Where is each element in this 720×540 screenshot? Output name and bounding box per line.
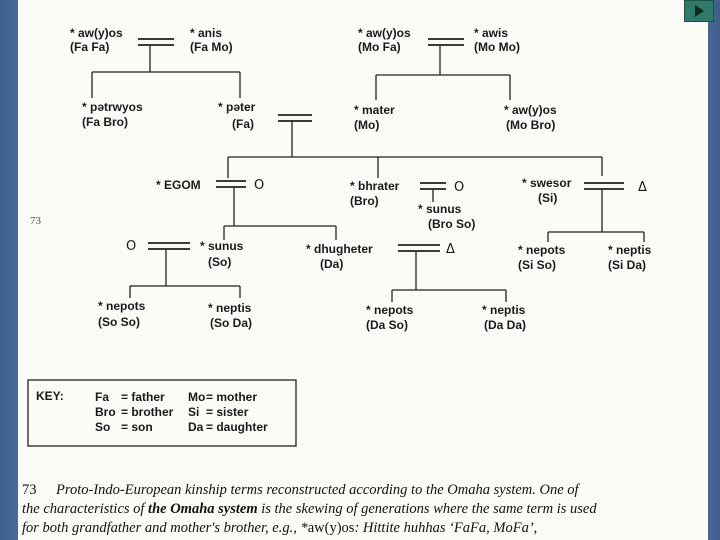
node-soso-gloss: (So So) — [98, 315, 140, 329]
female-symbol: O — [254, 178, 265, 193]
female-symbol: O — [126, 239, 137, 254]
caption-line-3-b: aw(y)os — [307, 520, 355, 536]
node-mo-gloss: (Mo) — [354, 118, 380, 132]
node-so-gloss: (So) — [208, 255, 232, 269]
key-abbr: So — [95, 420, 111, 434]
node-broso-gloss: (Bro So) — [428, 217, 476, 231]
connector-lines — [92, 39, 647, 302]
key-abbr: Bro — [95, 405, 116, 419]
caption-line-2-b: the Omaha system — [148, 501, 258, 517]
node-fabro-gloss: (Fa Bro) — [82, 115, 128, 129]
caption-line-3-c: : Hittite huhhas ‘FaFa, MoFa’, — [354, 520, 538, 536]
node-dada-gloss: (Da Da) — [484, 318, 527, 332]
next-slide-button[interactable] — [684, 0, 714, 22]
node-fafa-gloss: (Fa Fa) — [70, 40, 110, 54]
key-box — [28, 380, 296, 446]
node-mobro-gloss: (Mo Bro) — [506, 118, 556, 132]
node-fa-gloss: (Fa) — [232, 117, 254, 131]
node-dada-term: * neptis — [482, 303, 526, 317]
node-da-term: * dhugheter — [306, 242, 373, 256]
node-siso-term: * nepots — [518, 243, 566, 257]
node-da-gloss: (Da) — [320, 257, 344, 271]
male-symbol: Δ — [638, 180, 647, 195]
node-fa-term: * pəter — [218, 100, 256, 114]
node-famo-gloss: (Fa Mo) — [190, 40, 233, 54]
key-definition: = sister — [206, 405, 249, 419]
node-famo-term: * anis — [190, 26, 223, 40]
key-title: KEY: — [36, 389, 64, 403]
next-arrow-icon — [692, 4, 706, 18]
key-abbr: Da — [188, 420, 204, 434]
key-definition: = mother — [206, 390, 258, 404]
key-definition: = brother — [121, 405, 174, 419]
caption-line-2 — [22, 501, 597, 517]
key-abbr: Fa — [95, 390, 110, 404]
node-siso-gloss: (Si So) — [518, 258, 556, 272]
key-definition: = son — [121, 420, 153, 434]
node-momo-gloss: (Mo Mo) — [474, 40, 520, 54]
node-soda-term: * neptis — [208, 301, 252, 315]
female-symbol: O — [454, 180, 465, 195]
key-abbr: Mo — [188, 390, 206, 404]
node-soda-gloss: (So Da) — [210, 316, 252, 330]
caption-line-2-c: is the skewing of generations where the same term is used — [257, 501, 597, 517]
node-ego-term: * EGOM — [156, 178, 201, 192]
node-soso-term: * nepots — [98, 299, 146, 313]
node-sida-gloss: (Si Da) — [608, 258, 647, 272]
node-mofa-term: * aw(y)os — [358, 26, 411, 40]
node-so-term: * sunus — [200, 239, 244, 253]
male-symbol: Δ — [446, 242, 455, 257]
node-daso-gloss: (Da So) — [366, 318, 408, 332]
node-mo-term: * mater — [354, 103, 395, 117]
key-abbr: Si — [188, 405, 200, 419]
node-mobro-term: * aw(y)os — [504, 103, 557, 117]
node-sida-term: * neptis — [608, 243, 652, 257]
caption-line-3 — [22, 520, 537, 536]
node-momo-term: * awis — [474, 26, 509, 40]
node-fabro-term: * pətrwyos — [82, 100, 143, 114]
caption-line-1: Proto-Indo-European kinship terms reconstructed according to the Omaha system. One of — [56, 482, 579, 498]
node-bro-gloss: (Bro) — [350, 194, 379, 208]
node-fafa-term: * aw(y)os — [70, 26, 123, 40]
node-si-gloss: (Si) — [538, 191, 558, 205]
page-mark: 73 — [30, 215, 41, 227]
node-bro-term: * bhrater — [350, 179, 400, 193]
node-broso-term: * sunus — [418, 202, 462, 216]
node-daso-term: * nepots — [366, 303, 414, 317]
caption-line-2-a: the characteristics of — [22, 501, 149, 517]
node-mofa-gloss: (Mo Fa) — [358, 40, 401, 54]
key-definition: = daughter — [206, 420, 268, 434]
node-si-term: * swesor — [522, 176, 572, 190]
key-definition: = father — [121, 390, 165, 404]
caption-number: 73 — [22, 482, 37, 498]
caption-line-3-a: for both grandfather and mother's brother, e.g., * — [22, 520, 308, 536]
